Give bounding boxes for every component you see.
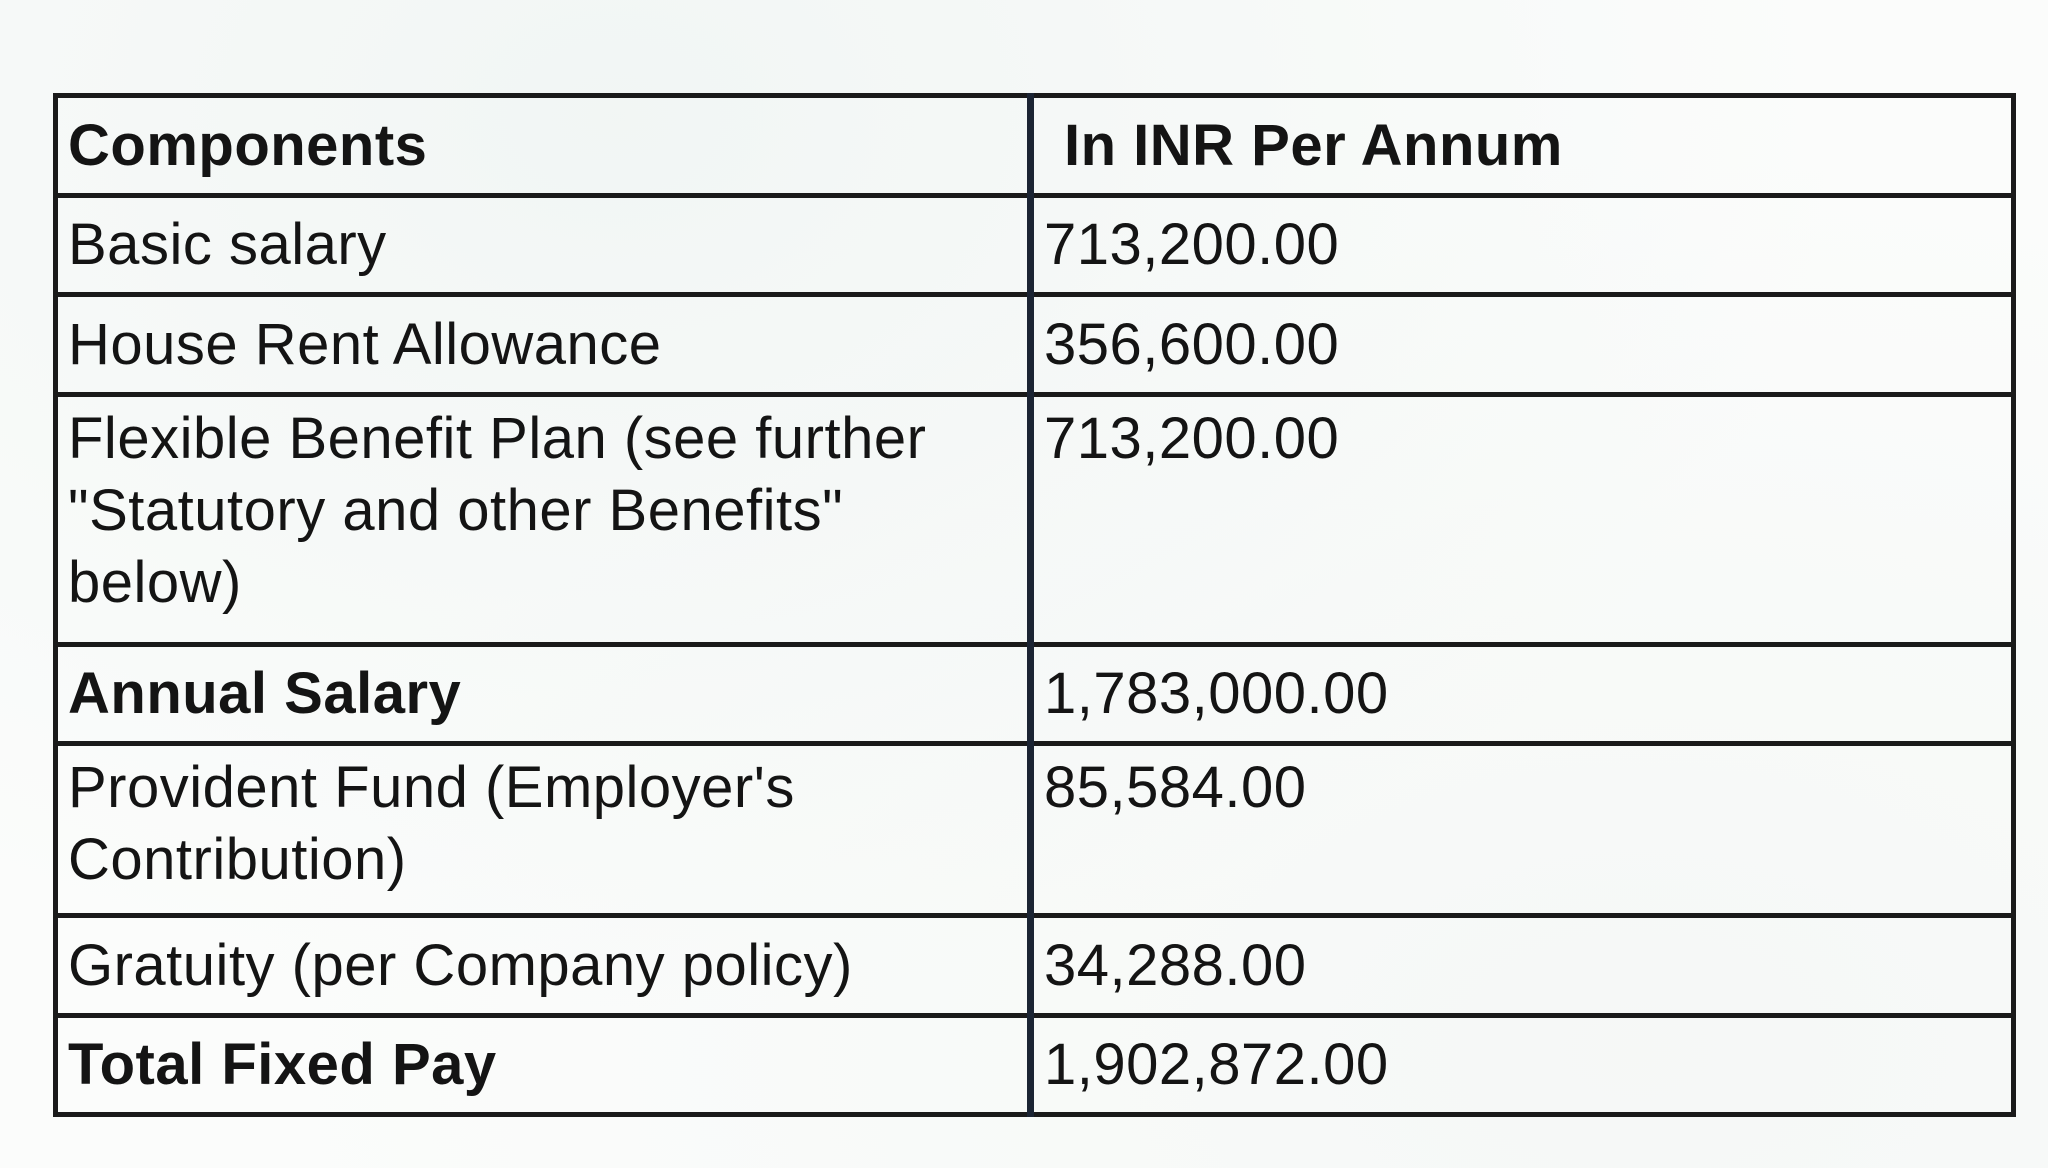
table-row-annual-salary	[56, 645, 2014, 744]
amount-cell: 1,783,000.00	[1031, 645, 2014, 744]
amount-cell: 1,902,872.00	[1031, 1016, 2014, 1115]
table-row-flexible-benefit-plan	[56, 395, 2014, 645]
header-components: Components	[56, 96, 1031, 196]
amount-cell: 356,600.00	[1031, 295, 2014, 395]
component-cell: House Rent Allowance	[56, 295, 1031, 395]
amount-cell: 34,288.00	[1031, 916, 2014, 1016]
salary-components-table	[53, 93, 2016, 1117]
table-row-total-fixed-pay	[56, 1016, 2014, 1115]
table-header-row	[56, 96, 2014, 196]
component-cell: Annual Salary	[56, 645, 1031, 744]
component-cell: Flexible Benefit Plan (see further "Statutory and other Benefits" below)	[56, 395, 1031, 645]
amount-cell: 713,200.00	[1031, 196, 2014, 295]
table-row-provident-fund	[56, 744, 2014, 916]
table-row-house-rent-allowance	[56, 295, 2014, 395]
table-row-basic-salary	[56, 196, 2014, 295]
amount-cell: 713,200.00	[1031, 395, 2014, 645]
amount-cell: 85,584.00	[1031, 744, 2014, 916]
component-cell: Total Fixed Pay	[56, 1016, 1031, 1115]
header-amount: In INR Per Annum	[1031, 96, 2014, 196]
component-cell: Provident Fund (Employer's Contribution)	[56, 744, 1031, 916]
component-cell: Basic salary	[56, 196, 1031, 295]
table-row-gratuity	[56, 916, 2014, 1016]
component-cell: Gratuity (per Company policy)	[56, 916, 1031, 1016]
